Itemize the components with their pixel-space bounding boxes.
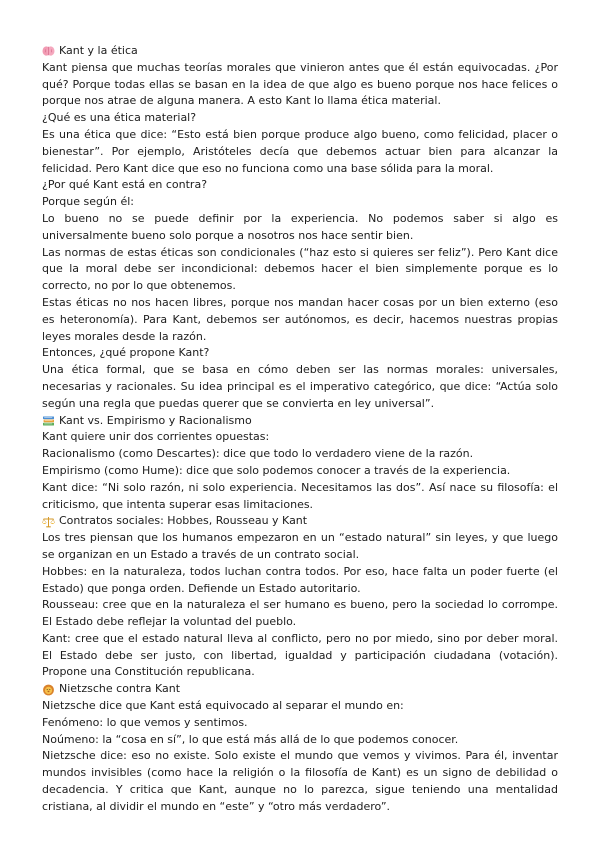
paragraph: Nietzsche dice: eso no existe. Solo existe el mundo que vemos y vivimos. Para él, inventar mundos invisibles (como hace la religión o la filosofía de Kant) es un signo de debilidad o decadencia. Y critica que Kant, aunque no lo parezca, sigue teniendo una mentalidad cristiana, al dividir el mundo en “este” y “otro más verdadero”.	[42, 749, 558, 813]
paragraph: Fenómeno: lo que vemos y sentimos.	[42, 715, 248, 729]
paragraph: Es una ética que dice: “Esto está bien porque produce algo bueno, como felicidad, placer o bienestar”. Por ejemplo, Aristóteles decía que debemos actuar bien para alcanzar la felicidad. Pero Kant dice que eso no funciona como una base sólida para la moral.	[42, 127, 558, 175]
paragraph: Noúmeno: la “cosa en sí”, lo que está más allá de lo que podemos conocer.	[42, 732, 459, 746]
paragraph: Estas éticas no nos hacen libres, porque nos mandan hacer cosas por un bien externo (eso es heteronomía). Para Kant, debemos ser autónomos, es decir, hacemos nuestras propias leyes morales desde la razón.	[42, 295, 558, 343]
section-heading-kant-etica	[42, 43, 558, 60]
paragraph: Empirismo (como Hume): dice que solo podemos conocer a través de la experiencia.	[42, 463, 511, 477]
books-icon	[42, 415, 55, 427]
document-page	[42, 43, 558, 816]
paragraph: Las normas de estas éticas son condicionales (“haz esto si quieres ser feliz”). Pero Kant dice que la moral debe ser incondicional: debemos hacer el bien simplemente porque es lo correcto, no por lo que obtenemos.	[42, 245, 558, 293]
paragraph: Hobbes: en la naturaleza, todos luchan contra todos. Por eso, hace falta un poder fuerte (el Estado) que ponga orden. Defiende un Estado autoritario.	[42, 564, 558, 595]
section-heading-empirismo-racionalismo	[42, 413, 558, 430]
paragraph: Porque según él:	[42, 195, 134, 209]
paragraph: Una ética formal, que se basa en cómo deben ser las normas morales: universales, necesarias y racionales. Su idea principal es el imperativo categórico, que dice: “Actúa solo según una regla que puedas querer que se convierta en ley universal”.	[42, 363, 558, 410]
paragraph: Nietzsche dice que Kant está equivocado al separar el mundo en:	[42, 699, 404, 713]
section-heading-contratos-sociales	[42, 513, 558, 530]
subheading: Entonces, ¿qué propone Kant?	[42, 346, 210, 360]
section-heading-text: Kant y la ética	[59, 44, 138, 57]
brain-icon	[42, 45, 55, 57]
scales-icon	[42, 516, 55, 528]
subheading: ¿Por qué Kant está en contra?	[42, 178, 208, 192]
subheading: ¿Qué es una ética material?	[42, 111, 197, 125]
section-heading-nietzsche	[42, 681, 558, 698]
paragraph: Los tres piensan que los humanos empezaron en un “estado natural” sin leyes, y que luego se organizan en un Estado a través de un contrato social.	[42, 531, 558, 561]
section-heading-text: Nietzsche contra Kant	[59, 682, 181, 696]
paragraph: Racionalismo (como Descartes): dice que todo lo verdadero viene de la razón.	[42, 447, 474, 461]
paragraph: Rousseau: cree que en la naturaleza el ser humano es bueno, pero la sociedad lo corrompe. El Estado debe reflejar la voluntad del pueblo.	[42, 598, 558, 629]
section-heading-text: Kant vs. Empirismo y Racionalismo	[59, 413, 252, 427]
section-heading-text: Contratos sociales: Hobbes, Rousseau y Kant	[59, 514, 308, 528]
paragraph: Kant dice: “Ni solo razón, ni solo experiencia. Necesitamos las dos”. Así nace su filosofía: el criticismo, que intenta superar esas limitaciones.	[42, 480, 558, 511]
paragraph: Lo bueno no se puede definir por la experiencia. No podemos saber si algo es universalmente bueno solo porque a nosotros nos hace sentir bien.	[42, 211, 558, 242]
paragraph: Kant: cree que el estado natural lleva al conflicto, pero no por miedo, sino por deber moral. El Estado debe ser justo, con libertad, igualdad y participación ciudadana (votación). Propone una Constitución republicana.	[42, 631, 558, 679]
paragraph: Kant piensa que muchas teorías morales que vinieron antes que él están equivocadas. ¿Por qué? Porque todas ellas se basan en la idea de que algo es bueno porque nos hace felices o porque nos atrae de alguna manera. A esto Kant lo llama ética material.	[42, 60, 558, 108]
lion-icon	[42, 684, 55, 696]
paragraph: Kant quiere unir dos corrientes opuestas:	[42, 430, 270, 444]
